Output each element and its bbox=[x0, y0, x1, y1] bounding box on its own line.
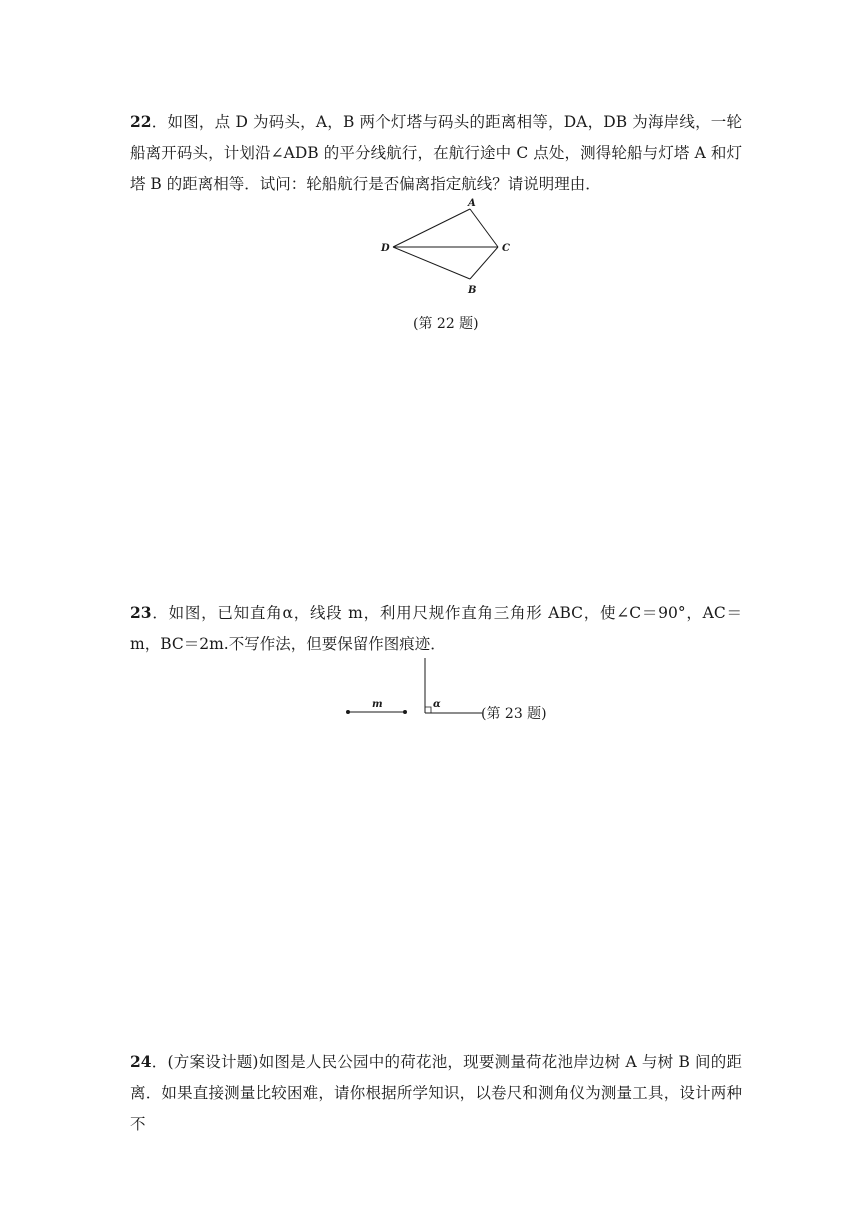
label-b: B bbox=[468, 285, 477, 296]
figure-22-caption: (第 22 题) bbox=[413, 316, 479, 332]
label-m: m bbox=[372, 699, 383, 710]
question-22-number: 22 bbox=[130, 112, 152, 131]
figure-22 bbox=[370, 195, 520, 300]
figure-23-segment bbox=[340, 695, 415, 720]
question-23-text: ．如图，已知直角α，线段 m，利用尺规作直角三角形 ABC，使∠C＝90°，AC＝m，BC＝2m.不写作法，但要保留作图痕迹． bbox=[130, 604, 742, 653]
figure-23-caption: (第 23 题) bbox=[481, 706, 547, 722]
question-24 bbox=[130, 1046, 742, 1140]
question-22-text: ．如图，点 D 为码头，A，B 两个灯塔与码头的距离相等，DA，DB 为海岸线，一轮船离开码头，计划沿∠ADB 的平分线航行，在航行途中 C 点处，测得轮船与灯塔 A 和灯塔 B 的距离相等．试问：轮船航行是否偏离指定航线？请说明理由． bbox=[130, 113, 742, 193]
segment-m-endpoint-left bbox=[346, 710, 350, 714]
label-alpha: α bbox=[433, 699, 441, 710]
question-24-text: ．(方案设计题)如图是人民公园中的荷花池，现要测量荷花池岸边树 A 与树 B 间的距离．如果直接测量比较困难，请你根据所学知识，以卷尺和测角仪为测量工具，设计两种不 bbox=[130, 1053, 742, 1133]
label-c: C bbox=[502, 243, 510, 254]
segment-ac bbox=[470, 209, 498, 247]
segment-da bbox=[393, 209, 470, 247]
question-23 bbox=[130, 597, 742, 660]
question-23-number: 23 bbox=[130, 603, 152, 622]
segment-db bbox=[393, 247, 470, 279]
question-22 bbox=[130, 106, 742, 200]
label-a: A bbox=[468, 198, 476, 209]
segment-m-endpoint-right bbox=[403, 710, 407, 714]
figure-23-angle bbox=[418, 655, 484, 719]
label-d: D bbox=[381, 243, 390, 254]
right-angle-mark bbox=[425, 707, 431, 713]
question-24-number: 24 bbox=[130, 1052, 152, 1071]
segment-bc bbox=[470, 247, 498, 279]
